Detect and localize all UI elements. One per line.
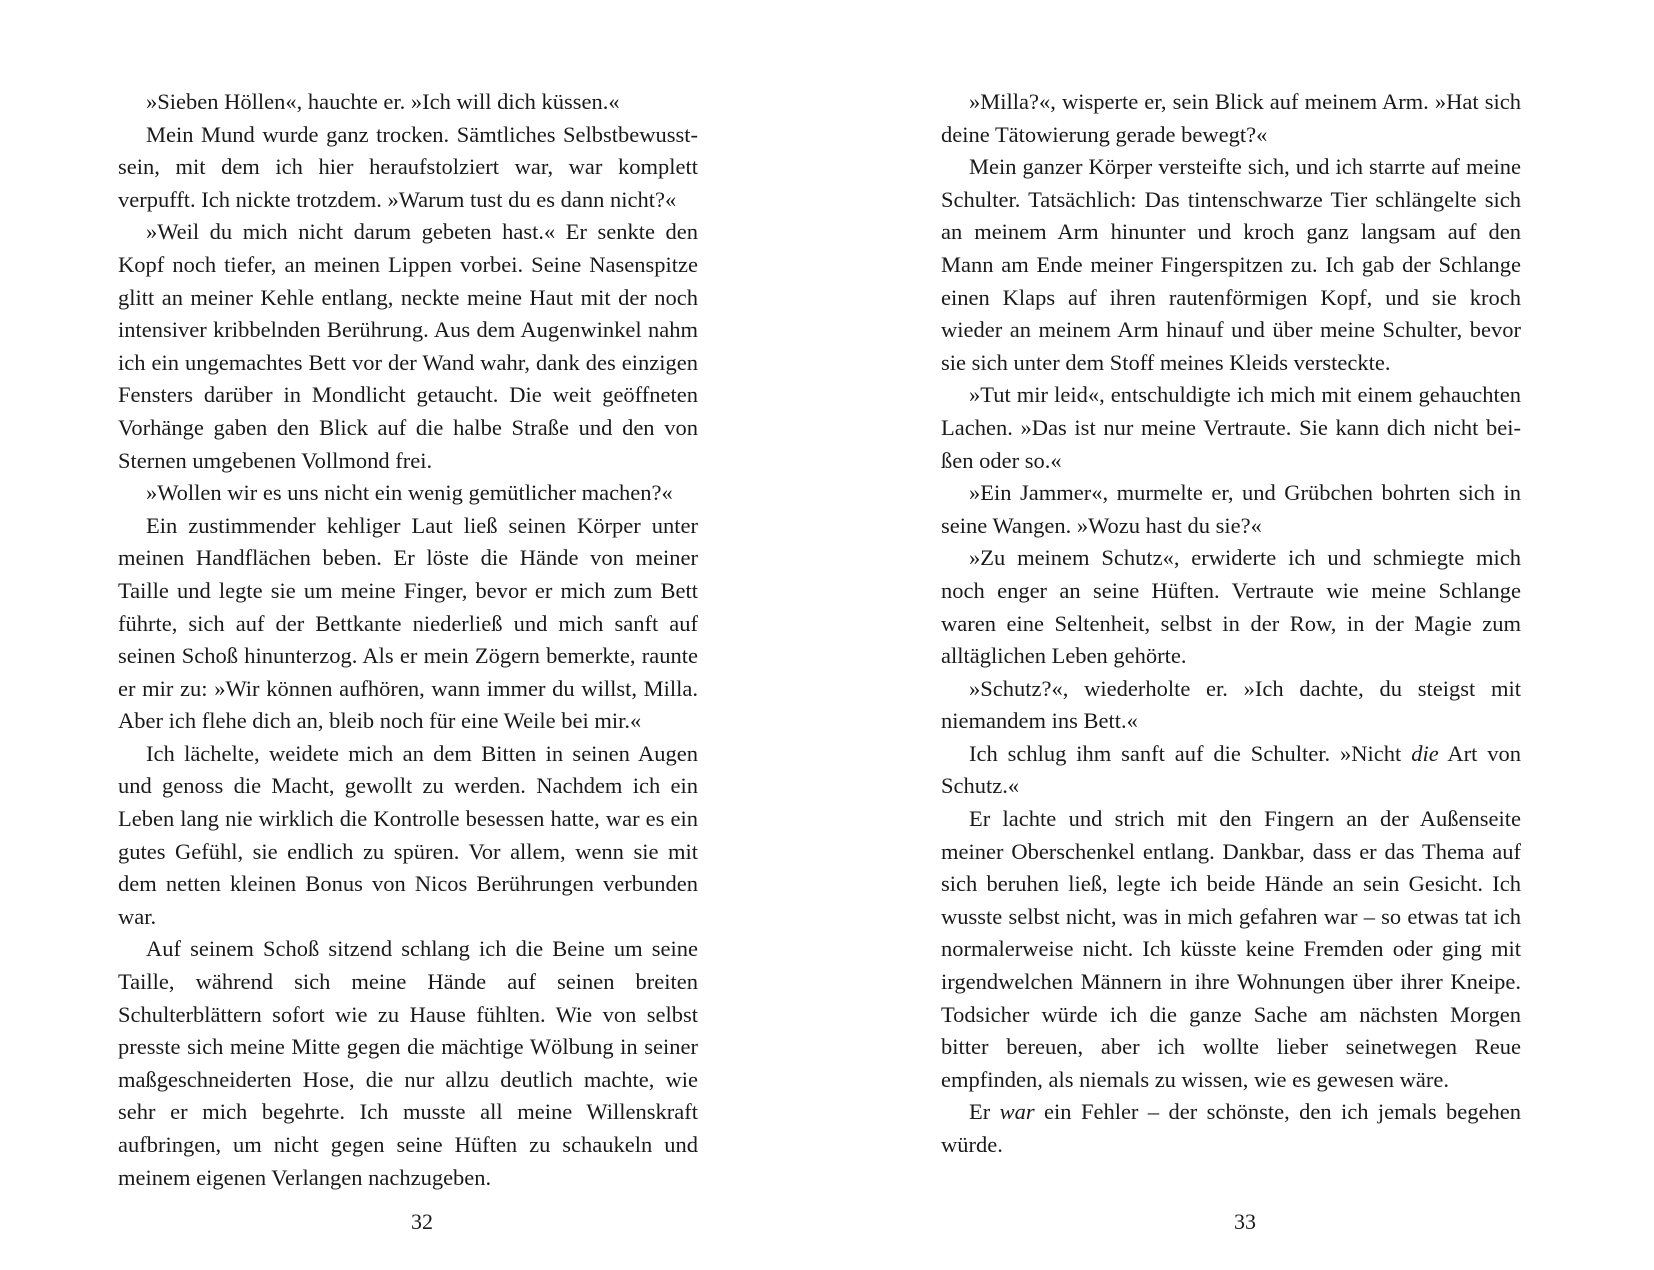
text-run: Ich schlug ihm sanft auf die Schulter. »Nicht xyxy=(969,740,1412,766)
paragraph xyxy=(941,673,1521,738)
left-page xyxy=(118,86,698,1194)
paragraph xyxy=(118,510,698,738)
paragraph xyxy=(941,542,1521,672)
text-run: ein Fehler – der schönste, den ich jemals begehen würde. xyxy=(941,1099,1521,1157)
text-run: »Schutz?«, wiederholte er. »Ich dachte, du steigst mit niemandem ins Bett.« xyxy=(941,675,1521,734)
text-run: Mein ganzer Körper versteifte sich, und ich starrte auf meine Schulter. Tatsächlich: Das tintenschwarze Tier schlängelte sich an meinem Arm hinunter und kroch ganz langsam auf den Mann am Ende meiner Fingerspitzen zu. Ich gab der Schlange einen Klaps auf ihren rautenförmigen Kopf, und sie kroch wieder an meinem Arm hinauf und über meine Schulter, bevor sie sich unter dem Stoff meines Kleids versteckte. xyxy=(941,154,1521,375)
text-run: Mein Mund wurde ganz trocken. Sämtliches Selbstbewusstsein, mit dem ich hier heraufstolziert war, war komplett verpufft. Ich nickte trotzdem. »Warum tust du es dann nicht?« xyxy=(118,121,698,212)
paragraph xyxy=(118,119,698,217)
paragraph xyxy=(941,379,1521,477)
paragraph xyxy=(118,477,698,510)
text-run: Auf seinem Schoß sitzend schlang ich die Beine um seine Taille, während sich meine Hände auf seinen breiten Schulterblättern sofort wie zu Hause fühlten. Wie von selbst presste sich meine Mitte gegen die mächtige Wölbung in seiner maßgeschneiderten Hose, die nur allzu deutlich machte, wie sehr er mich begehrte. Ich musste all meine Willenskraft aufbringen, um nicht gegen seine Hüften zu schaukeln und meinem eigenen Verlangen nachzugeben. xyxy=(118,936,698,1190)
text-run: Er xyxy=(969,1099,1000,1125)
emphasis-text: war xyxy=(999,1099,1035,1125)
paragraph xyxy=(118,216,698,477)
text-run: Er lachte und strich mit den Fingern an der Außenseite meiner Oberschenkel entlang. Dankbar, dass er das Thema auf sich beruhen ließ, legte ich beide Hände an sein Gesicht. Ich wusste selbst nicht, was in mich gefahren war – so etwas tat ich normalerweise nicht. Ich küsste keine Fremden oder ging mit irgendwelchen Männern in ihre Wohnungen über ihrer Kneipe. Todsicher würde ich die ganze Sache am nächsten Morgen bitter bereuen, aber ich wollte lieber seinetwegen Reue empfinden, als niemals zu wissen, wie es gewesen wäre. xyxy=(941,806,1521,1092)
paragraph xyxy=(118,933,698,1194)
paragraph xyxy=(941,803,1521,1096)
text-run: »Wollen wir es uns nicht ein wenig gemütlicher machen?« xyxy=(146,480,673,506)
page-number-left: 32 xyxy=(411,1209,433,1234)
paragraph xyxy=(941,738,1521,803)
paragraph xyxy=(118,738,698,934)
page-number-right: 33 xyxy=(1234,1209,1256,1234)
page-text xyxy=(941,86,1521,1162)
paragraph xyxy=(941,1096,1521,1161)
paragraph xyxy=(941,477,1521,542)
paragraph xyxy=(118,86,698,119)
text-run: Ich lächelte, weidete mich an dem Bitten in seinen Augen und genoss die Macht, gewollt zu werden. Nachdem ich ein Leben lang nie wirklich die Kontrolle besessen hatte, war es ein gutes Gefühl, sie endlich zu spüren. Vor allem, wenn sie mit dem netten kleinen Bonus von Nicos Berührungen verbunden war. xyxy=(118,740,698,929)
paragraph xyxy=(941,151,1521,379)
text-run: »Sieben Höllen«, hauchte er. »Ich will dich küssen.« xyxy=(146,89,620,114)
text-run: Art von Schutz.« xyxy=(941,740,1521,799)
right-page xyxy=(941,86,1521,1162)
text-run: »Weil du mich nicht darum gebeten hast.« Er senkte den Kopf noch tiefer, an meinen Lippen vorbei. Seine Nasenspitze glitt an meiner Kehle entlang, neckte meine Haut mit der noch intensiver kribbelnden Berührung. Aus dem Augenwinkel nahm ich ein ungemachtes Bett vor der Wand wahr, dank des einzigen Fensters darüber in Mondlicht getaucht. Die weit geöffneten Vorhänge gaben den Blick auf die halbe Straße und den von Sternen umgebenen Vollmond frei. xyxy=(118,219,698,473)
text-run: »Tut mir leid«, entschuldigte ich mich mit einem gehauchten Lachen. »Das ist nur meine Vertraute. Sie kann dich nicht beißen oder so.« xyxy=(941,382,1521,473)
text-run: »Milla?«, wisperte er, sein Blick auf meinem Arm. »Hat sich deine Tätowierung gerade bewegt?« xyxy=(941,89,1521,147)
text-run: »Ein Jammer«, murmelte er, und Grübchen bohrten sich in seine Wangen. »Wozu hast du sie?« xyxy=(941,480,1521,538)
emphasis-text: die xyxy=(1411,740,1439,766)
page-text xyxy=(118,86,698,1194)
paragraph xyxy=(941,86,1521,151)
text-run: Ein zustimmender kehliger Laut ließ seinen Körper unter meinen Handflächen beben. Er löste die Hände von meiner Taille und legte sie um meine Finger, bevor er mich zum Bett führte, sich auf der Bettkante niederließ und mich sanft auf seinen Schoß hinunterzog. Als er mein Zögern bemerkte, raunte er mir zu: »Wir können aufhören, wann immer du willst, Milla. Aber ich flehe dich an, bleib noch für eine Weile bei mir.« xyxy=(118,512,698,734)
text-run: »Zu meinem Schutz«, erwiderte ich und schmiegte mich noch enger an seine Hüften. Vertraute wie meine Schlange waren eine Seltenheit, selbst in der Row, in der Magie zum alltäglichen Leben gehörte. xyxy=(941,545,1521,669)
